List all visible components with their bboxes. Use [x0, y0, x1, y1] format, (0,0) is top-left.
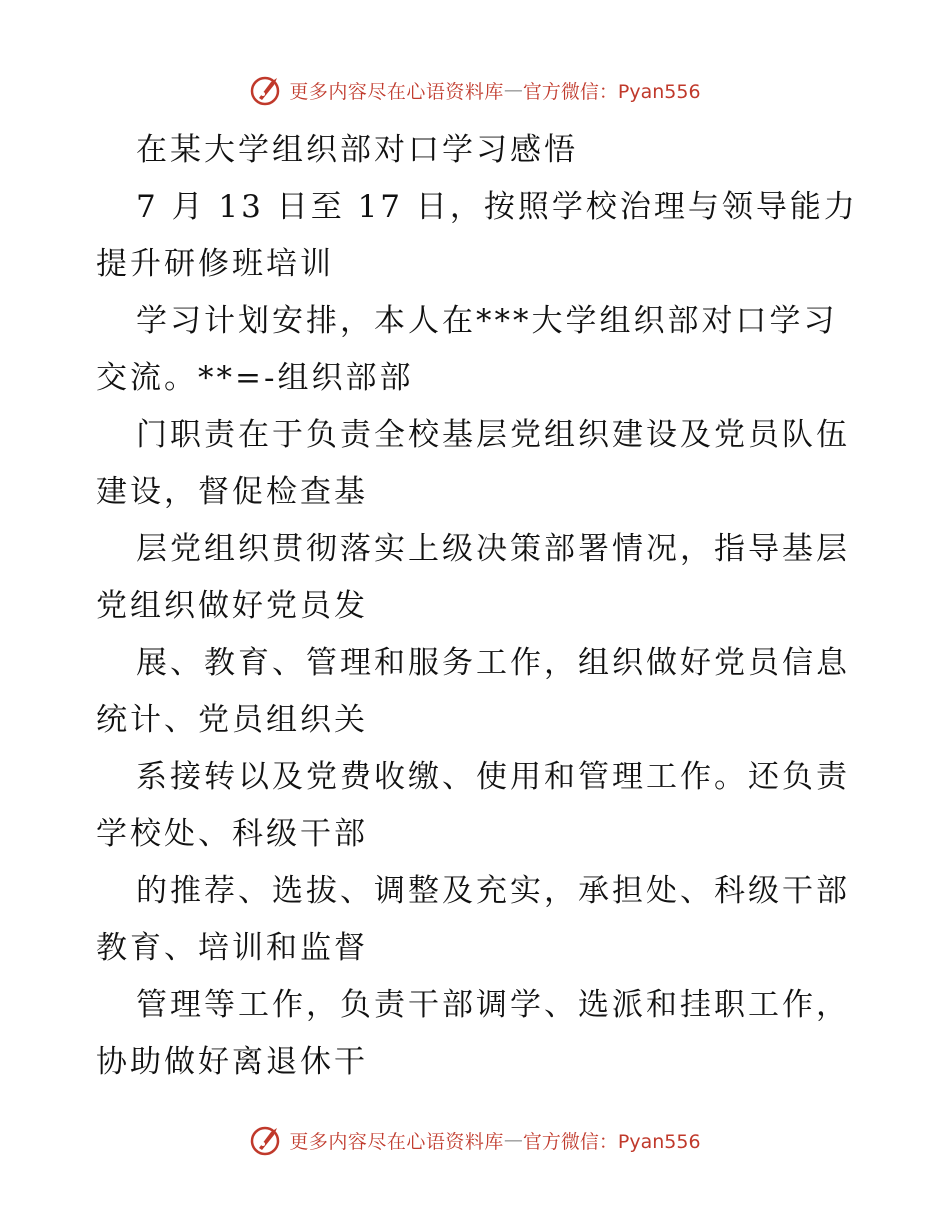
document-line: 的推荐、选拔、调整及充实，承担处、科级干部 [136, 873, 850, 909]
document-line: 协助做好离退休干 [96, 1044, 368, 1080]
document-line: 门职责在于负责全校基层党组织建设及党员队伍 [136, 417, 850, 453]
document-line: 党组织做好党员发 [96, 588, 368, 624]
document-line: 建设，督促检查基 [96, 474, 368, 510]
footer-banner [0, 1120, 950, 1160]
banner-wechat: 官方微信：Pyan556 [522, 80, 701, 103]
document-line: 统计、党员组织关 [96, 702, 368, 738]
banner-dash: — [503, 79, 523, 101]
banner-wechat: 官方微信：Pyan556 [522, 1130, 701, 1153]
document-line: 管理等工作，负责干部调学、选派和挂职工作， [136, 987, 850, 1023]
header-banner [0, 70, 950, 110]
fountain-pen-logo-icon [249, 72, 285, 108]
document-line: 学校处、科级干部 [96, 816, 368, 852]
document-line: 系接转以及党费收缴、使用和管理工作。还负责 [136, 759, 850, 795]
fountain-pen-logo-icon [249, 1122, 285, 1158]
document-line: 交流。**=-组织部部 [96, 360, 414, 396]
document-line: 教育、培训和监督 [96, 930, 368, 966]
banner-text: 更多内容尽在心语资料库 [289, 1130, 504, 1153]
document-body [96, 122, 856, 1091]
banner-dash: — [503, 1129, 523, 1151]
document-line: 提升研修班培训 [96, 246, 334, 282]
document-line: 7 月 13 日至 17 日，按照学校治理与领导能力 [136, 189, 858, 225]
document-line: 在某大学组织部对口学习感悟 [136, 132, 578, 168]
document-line: 展、教育、管理和服务工作，组织做好党员信息 [136, 645, 850, 681]
banner-text: 更多内容尽在心语资料库 [289, 80, 504, 103]
document-line: 层党组织贯彻落实上级决策部署情况，指导基层 [136, 531, 850, 567]
document-line: 学习计划安排，本人在***大学组织部对口学习 [136, 303, 838, 339]
